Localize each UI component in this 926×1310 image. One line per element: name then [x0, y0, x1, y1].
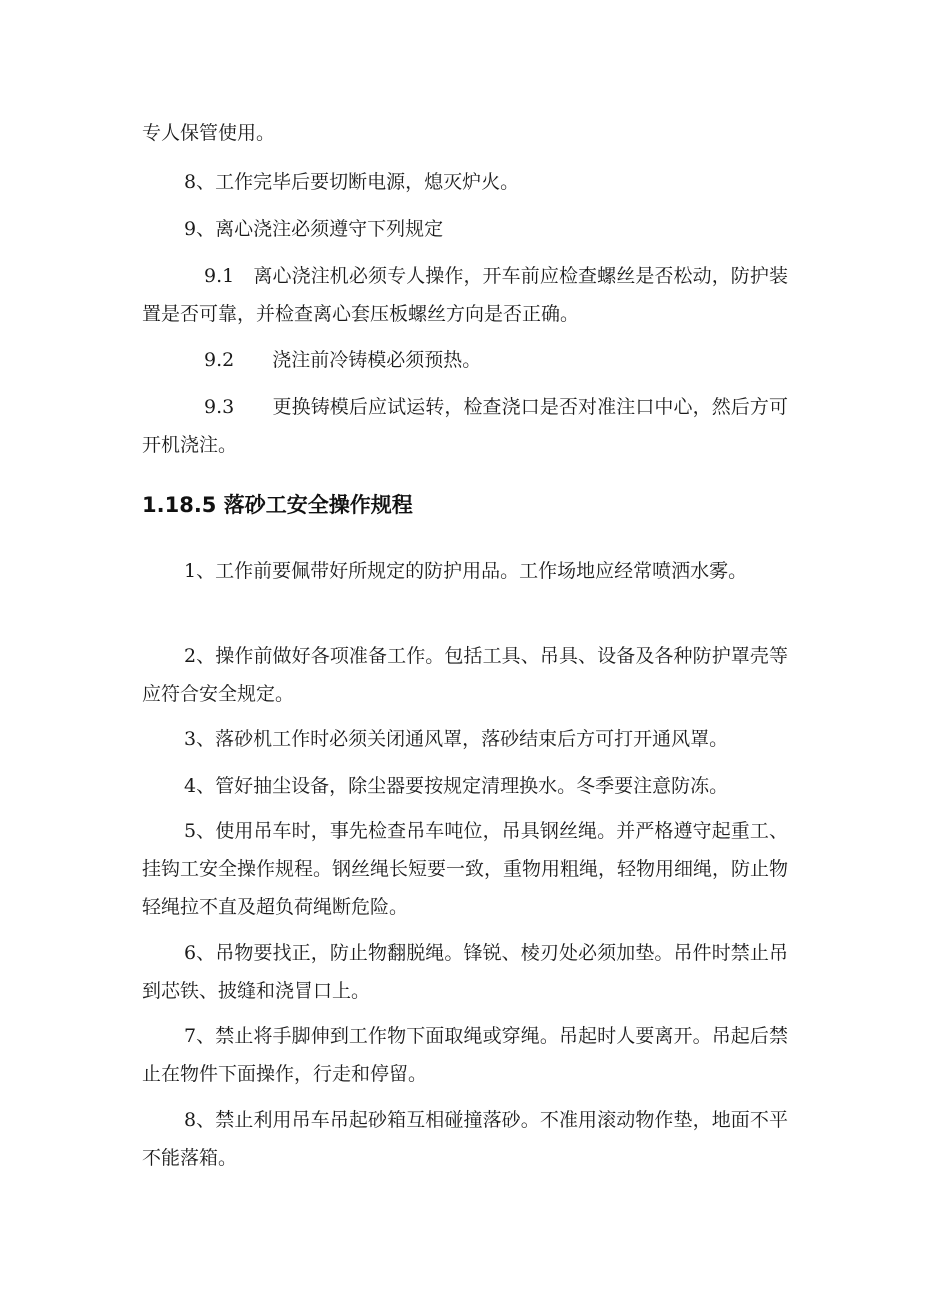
paragraph-item-8: 8、工作完毕后要切断电源，熄灭炉火。	[184, 171, 520, 193]
paragraph-rule-3: 3、落砂机工作时必须关闭通风罩，落砂结束后方可打开通风罩。	[184, 728, 729, 750]
paragraph-item-9: 9、离心浇注必须遵守下列规定	[184, 218, 444, 240]
paragraph-rule-4: 4、管好抽尘设备，除尘器要按规定清理换水。冬季要注意防冻。	[184, 775, 729, 797]
paragraph-item-9-2: 9.2 浇注前冷铸模必须预热。	[204, 349, 482, 371]
paragraph-rule-2: 2、操作前做好各项准备工作。包括工具、吊具、设备及各种防护罩壳等应符合安全规定。	[142, 645, 788, 705]
paragraph-rule-1: 1、工作前要佩带好所规定的防护用品。工作场地应经常喷洒水雾。	[184, 560, 748, 582]
paragraph-item-9-1: 9.1 离心浇注机必须专人操作，开车前应检查螺丝是否松动，防护装置是否可靠，并检查离心套压板螺丝方向是否正确。	[142, 265, 788, 325]
paragraph-rule-5: 5、使用吊车时，事先检查吊车吨位，吊具钢丝绳。并严格遵守起重工、挂钩工安全操作规程。钢丝绳长短要一致，重物用粗绳，轻物用细绳，防止物轻绳拉不直及超负荷绳断危险。	[142, 820, 789, 918]
paragraph-continuation: 专人保管使用。	[142, 122, 276, 144]
paragraph-rule-8: 8、禁止利用吊车吊起砂箱互相碰撞落砂。不准用滚动物作垫，地面不平不能落箱。	[142, 1109, 788, 1169]
paragraph-rule-6: 6、吊物要找正，防止物翻脱绳。锋锐、棱刃处必须加垫。吊件时禁止吊到芯铁、披缝和浇冒口上。	[142, 942, 788, 1002]
paragraph-rule-7: 7、禁止将手脚伸到工作物下面取绳或穿绳。吊起时人要离开。吊起后禁止在物件下面操作，行走和停留。	[142, 1025, 788, 1085]
section-heading: 1.18.5 落砂工安全操作规程	[142, 493, 413, 517]
paragraph-item-9-3: 9.3 更换铸模后应试运转，检查浇口是否对准注口中心，然后方可开机浇注。	[142, 396, 788, 456]
